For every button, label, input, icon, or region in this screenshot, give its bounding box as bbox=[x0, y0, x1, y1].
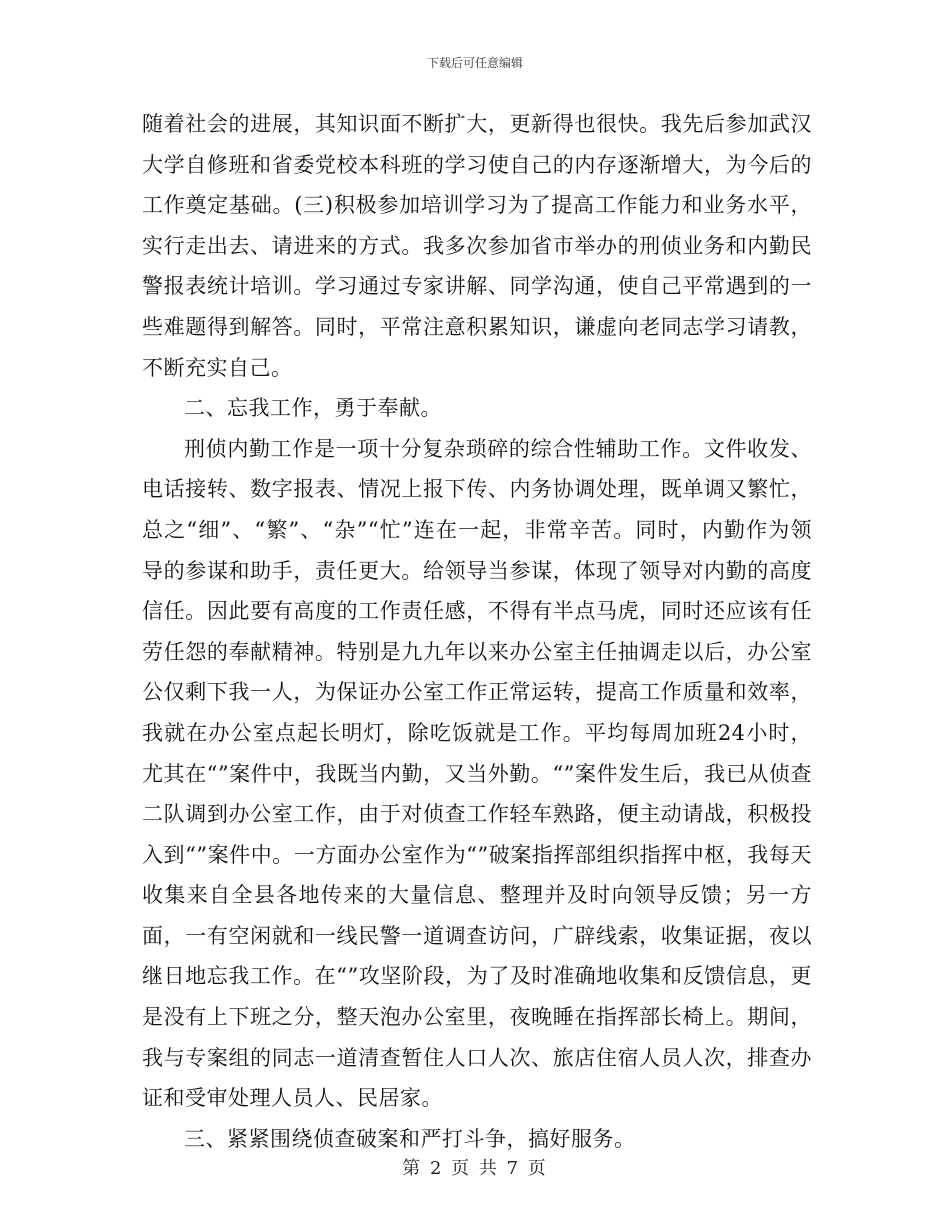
section-heading-two: 二、忘我工作，勇于奉献。 bbox=[184, 396, 442, 421]
page-header: 下载后可任意编辑 bbox=[426, 56, 523, 70]
section-heading-three: 三、紧紧围绕侦查破案和严打斗争，搞好服务。 bbox=[184, 1126, 636, 1151]
document-body bbox=[142, 104, 812, 1159]
paragraph-continued: 随着社会的进展，其知识面不断扩大，更新得也很快。我先后参加武汉大学自修班和省委党校本科班的学习使自己的内存逐渐增大，为今后的工作奠定基础。(三)积极参加培训学习为了提高工作能力和业务水平，实行走出去、请进来的方式。我多次参加省市举办的刑侦业务和内勤民警报表统计培训。学习通过专家讲解、同学沟通，使自己平常遇到的一些难题得到解答。同时，平常注意积累知识，谦虚向老同志学习请教，不断充实自己。 bbox=[142, 112, 812, 380]
page-number-footer: 第 2 页 共 7 页 bbox=[402, 1158, 548, 1179]
paragraph-inner-work: 刑侦内勤工作是一项十分复杂琐碎的综合性辅助工作。文件收发、电话接转、数字报表、情况上报下传、内务协调处理，既单调又繁忙，总之“细”、“繁”、“杂”“忙”连在一起，非常辛苦。同时，内勤作为领导的参谋和助手，责任更大。给领导当参谋，体现了领导对内勤的高度信任。因此要有高度的工作责任感，不得有半点马虎，同时还应该有任劳任怨的奉献精神。特别是九九年以来办公室主任抽调走以后，办公室公仅剩下我一人，为保证办公室工作正常运转，提高工作质量和效率，我就在办公室点起长明灯，除吃饭就是工作。平均每周加班24小时，尤其在“”案件中，我既当内勤，又当外勤。“”案件发生后，我已从侦查二队调到办公室工作，由于对侦查工作轻车熟路，便主动请战，积极投入到“”案件中。一方面办公室作为“”破案指挥部组织指挥中枢，我每天收集来自全县各地传来的大量信息、整理并及时向领导反馈；另一方面，一有空闲就和一线民警一道调查访问，广辟线索，收集证据，夜以继日地忘我工作。在“”攻坚阶段，为了及时准确地收集和反馈信息，更是没有上下班之分，整天泡办公室里，夜晚睡在指挥部长椅上。期间，我与专案组的同志一道清查暂住人口人次、旅店住宿人员人次，排查办证和受审处理人员人、民居家。 bbox=[142, 436, 812, 1111]
